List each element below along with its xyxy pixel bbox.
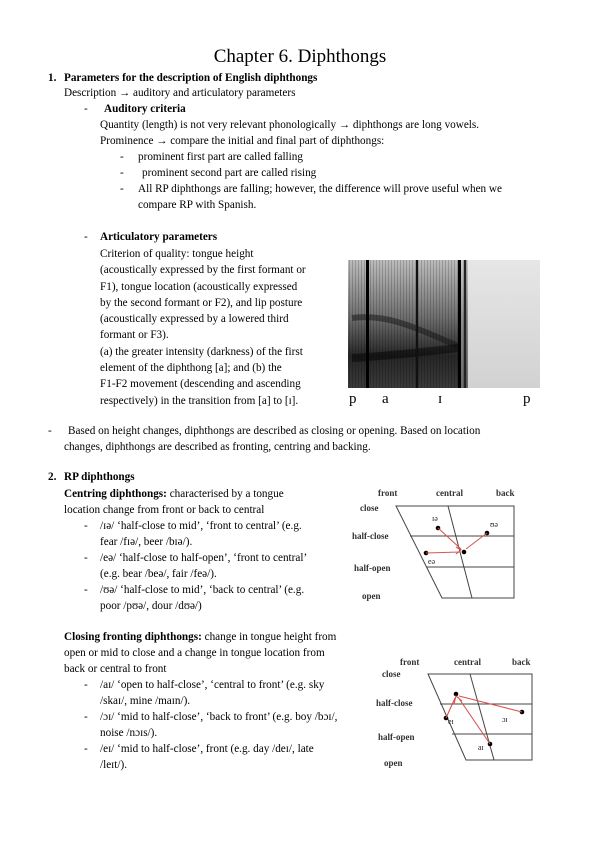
chart-row-close: close [360,503,379,513]
centring-vowel-chart [346,484,546,614]
bullet-dash: - [84,584,88,596]
bullet-dash: - [84,520,88,532]
chart-row-half-close: half-close [352,531,389,541]
chart-col-front: front [400,657,420,667]
centring-item-ie-2: fear /fɪə/, beer /bɪə/). [100,536,193,548]
articulatory-paragraph: Criterion of quality: tongue height (acoustically expressed by the first formant or F1), tongue location (acoustically expressed by the second formant or F2), and lip posture (acoustically expressed by a lowered third formant or F3). (a) the greater intensity (darkness) of the first element of the diphthong [a]; and (b) the F1-F2 movement (descending and ascending respectively) in the transition from [a] to [ɪ]. [100,248,306,407]
bullet-dash: - [120,183,124,195]
closing-item-oi-1: /ɔɪ/ ‘mid to half-close’, ‘back to front’ (e.g. boy /bɔɪ/, [100,711,338,723]
note-dash: - [48,425,52,437]
symbol-ie: ɪə [432,514,438,523]
chart-row-open: open [362,591,381,601]
section-2-heading: RP diphthongs [64,471,135,483]
closing-vowel-chart [370,654,540,774]
spectrogram-label-p1: p [349,391,357,407]
section-1-number: 1. [48,72,57,84]
chart-col-central: central [454,657,481,667]
section-2-number: 2. [48,471,57,483]
chart-row-half-open: half-open [378,732,415,742]
symbol-ua: ʊə [490,520,498,529]
closing-item-ai-2: /skaɪ/, mine /maɪn/). [100,695,191,707]
rising-definition: prominent second part are called rising [142,167,317,179]
centring-intro-2: location change from front or back to central [64,504,265,516]
closing-intro-1 [64,630,336,646]
bullet-dash: - [84,711,88,723]
symbol-ei: eɪ [448,717,454,726]
auditory-dash: - [84,103,88,115]
closing-intro-text: change in tongue height from [201,631,337,643]
symbol-ai: aɪ [478,743,484,752]
spectrogram-label-i: ɪ [438,391,443,407]
symbol-ea: eə [428,557,436,566]
closing-intro-2: open or mid to close and a change in tongue location from [64,647,325,659]
closing-intro-3: back or central to front [64,663,167,675]
symbol-oi: ɔɪ [502,715,508,724]
centring-item-ua-1: /ʊə/ ‘half-close to mid’, ‘back to central’ (e.g. [100,584,305,596]
centring-heading: Centring diphthongs: [64,488,167,500]
articulatory-dash: - [84,231,88,243]
chart-col-back: back [512,657,531,667]
chart-col-back: back [496,488,515,498]
centring-item-ea-1: /eə/ ‘half-close to half-open’, ‘front to central’ [100,552,308,564]
auditory-heading: Auditory criteria [104,103,186,115]
auditory-line-1: Quantity (length) is not very relevant phonologically → diphthongs are long vowels. [100,119,480,131]
chart-row-open: open [384,758,403,768]
chart-row-half-close: half-close [376,698,413,708]
spectrogram-label-a: a [382,391,389,407]
closing-item-ei-1: /eɪ/ ‘mid to half-close’, front (e.g. day /deɪ/, late [100,743,314,755]
closing-item-ai-1: /aɪ/ ‘open to half-close’, ‘central to front’ (e.g. sky [100,679,325,691]
spectrogram [346,258,542,408]
chart-row-close: close [382,669,401,679]
centring-intro-1 [64,487,284,503]
note-line-1: Based on height changes, diphthongs are described as closing or opening. Based on location [68,425,481,437]
articulatory-heading: Articulatory parameters [100,231,218,243]
section-1-description: Description → auditory and articulatory parameters [64,87,296,99]
bullet-dash: - [84,679,88,691]
spectrogram-label-p2: p [523,391,531,407]
closing-heading: Closing fronting diphthongs: [64,631,202,643]
bullet-dash: - [84,743,88,755]
falling-definition: prominent first part are called falling [138,151,303,163]
chart-row-half-open: half-open [354,563,391,573]
page-title: Chapter 6. Diphthongs [213,46,387,67]
bullet-dash: - [84,552,88,564]
bullet-dash: - [120,167,124,179]
auditory-line-2: Prominence → compare the initial and final part of diphthongs: [100,135,385,147]
centring-item-ea-2: (e.g. bear /beə/, fair /feə/). [100,568,217,580]
bullet-dash: - [120,151,124,163]
note-line-2: changes, diphthongs are described as fronting, centring and backing. [64,441,371,453]
rp-falling-note-1: All RP diphthongs are falling; however, the difference will prove useful when we [138,183,502,195]
chart-col-central: central [436,488,463,498]
chart-col-front: front [378,488,398,498]
closing-item-oi-2: noise /nɔɪs/). [100,727,158,739]
centring-item-ua-2: poor /pʊə/, dour /dʊə/) [100,600,202,612]
rp-falling-note-2: compare RP with Spanish. [138,199,257,211]
centring-item-ie-1: /ɪə/ ‘half-close to mid’, ‘front to central’ (e.g. [100,520,302,532]
section-1-heading: Parameters for the description of English diphthongs [64,72,318,84]
closing-item-ei-2: /leɪt/). [100,759,128,771]
centring-intro-text: characterised by a tongue [166,488,284,500]
